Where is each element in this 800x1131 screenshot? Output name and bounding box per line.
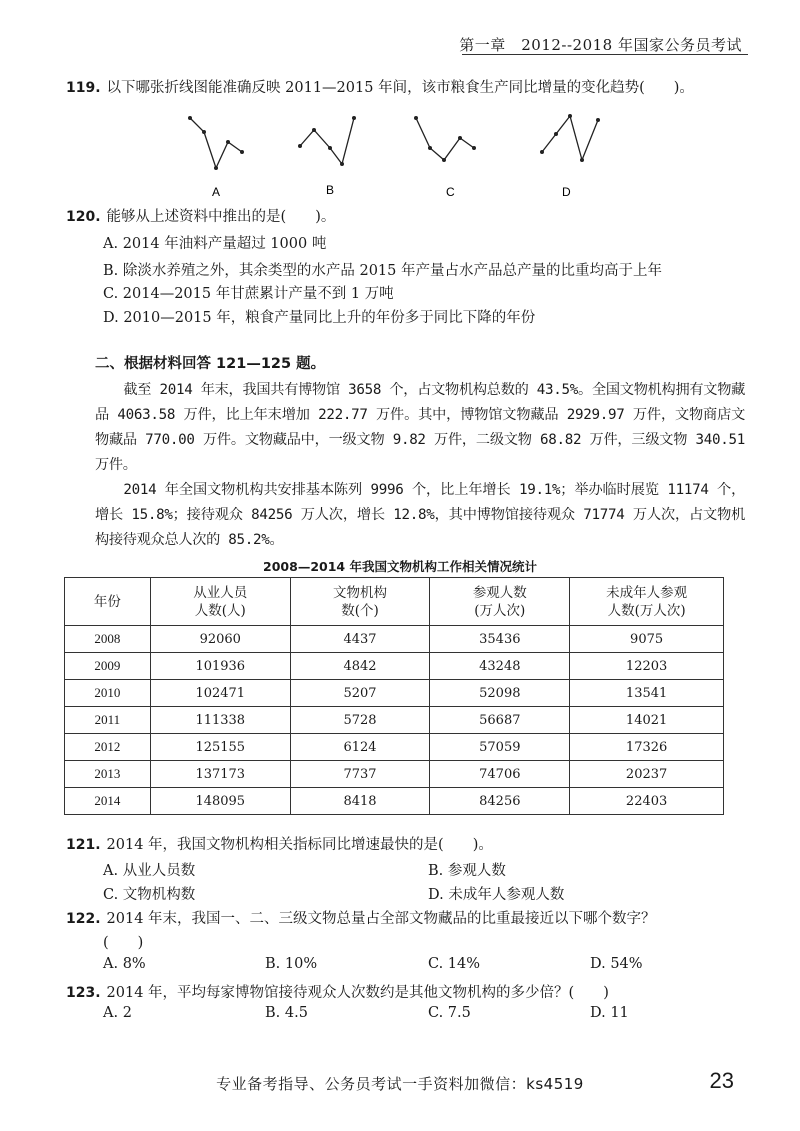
- header-staff-line2: 人数(人): [194, 602, 246, 619]
- choice-b-point: [328, 146, 332, 150]
- cell-staff: 137173: [150, 761, 290, 788]
- cell-year: 2008: [65, 626, 151, 653]
- choice-a-point: [240, 150, 244, 154]
- table-row: [65, 761, 724, 788]
- option-b[interactable]: B. 参观人数: [428, 863, 506, 879]
- cell-visitors: 74706: [430, 761, 570, 788]
- option-d[interactable]: D. 未成年人参观人数: [428, 887, 565, 903]
- choice-c-line-chart[interactable]: [414, 116, 476, 199]
- question-number: 119.: [66, 80, 101, 96]
- cell-year: 2009: [65, 653, 151, 680]
- question-number: 123.: [66, 985, 101, 1001]
- page-header: [0, 0, 800, 62]
- option-c[interactable]: C. 14%: [428, 956, 481, 972]
- option-a[interactable]: A. 2014 年油料产量超过 1000 吨: [103, 236, 327, 252]
- cell-minor-visitors: 20237: [570, 761, 724, 788]
- cell-year: 2014: [65, 788, 151, 815]
- question-123: [66, 981, 609, 1002]
- header-divider: [462, 54, 748, 55]
- cell-year: 2010: [65, 680, 151, 707]
- header-institutions-line2: 数(个): [341, 602, 379, 619]
- header-visitors-line2: (万人次): [474, 602, 526, 619]
- choice-d-point: [540, 150, 544, 154]
- table-header-row: [65, 578, 724, 626]
- cell-institutions: 8418: [290, 788, 430, 815]
- choice-d-label: D: [562, 185, 571, 199]
- choice-c-label: C: [446, 185, 455, 199]
- cell-minor-visitors: 12203: [570, 653, 724, 680]
- question-120: [66, 205, 335, 226]
- header-year: [65, 578, 151, 626]
- material-paragraph-2: 2014 年全国文物机构共安排基本陈列 9996 个，比上年增长 19.1%；举办临时展览 11174 个，增长 15.8%；接待观众 84256 万人次，增长 12.8%，其中博物馆接待观众 71774 万人次，占文物机构接待观众总人次的 85.2%。: [95, 482, 745, 548]
- choice-c-line: [416, 118, 474, 160]
- option-a[interactable]: A. 8%: [103, 956, 146, 972]
- section-title: 二、根据材料回答 121—125 题。: [95, 356, 326, 372]
- table-row: [65, 653, 724, 680]
- cell-minor-visitors: 13541: [570, 680, 724, 707]
- option-d[interactable]: D. 2010—2015 年，粮食产量同比上升的年份多于同比下降的年份: [103, 310, 536, 326]
- footer-promo-text: 专业备考指导、公务员考试一手资料加微信：ks4519: [216, 1075, 584, 1093]
- choice-d-line-chart[interactable]: [540, 114, 600, 199]
- question-119: [66, 76, 694, 97]
- option-c[interactable]: C. 2014—2015 年甘蔗累计产量不到 1 万吨: [103, 286, 394, 302]
- choice-a-point: [188, 116, 192, 120]
- cell-staff: 125155: [150, 734, 290, 761]
- cell-institutions: 4842: [290, 653, 430, 680]
- table-row: [65, 734, 724, 761]
- choice-b-point: [312, 128, 316, 132]
- choice-c-point: [442, 158, 446, 162]
- choice-d-point: [596, 118, 600, 122]
- cell-staff: 92060: [150, 626, 290, 653]
- question-number: 120.: [66, 209, 101, 225]
- cell-institutions: 5207: [290, 680, 430, 707]
- cell-minor-visitors: 22403: [570, 788, 724, 815]
- choice-b-point: [298, 144, 302, 148]
- header-year-text: 年份: [93, 593, 121, 610]
- answer-parentheses: ( ): [103, 935, 144, 951]
- option-a[interactable]: A. 从业人员数: [103, 863, 196, 879]
- cell-visitors: 56687: [430, 707, 570, 734]
- chapter-title: 第一章 2012--2018 年国家公务员考试: [459, 36, 742, 54]
- choice-d-line: [542, 116, 598, 160]
- header-minor-line1: 未成年人参观: [606, 584, 688, 601]
- cell-institutions: 7737: [290, 761, 430, 788]
- cell-staff: 111338: [150, 707, 290, 734]
- question-122: [66, 907, 656, 928]
- choice-b-line-chart[interactable]: [298, 116, 356, 197]
- choice-b-label: B: [326, 183, 335, 197]
- question-121: [66, 833, 493, 854]
- choice-c-point: [472, 146, 476, 150]
- material-paragraph-1: 截至 2014 年末，我国共有博物馆 3658 个，占文物机构总数的 43.5%。全国文物机构拥有文物藏品 4063.58 万件，比上年末增加 222.77 万件。其中，博物馆文物藏品 2929.97 万件，文物商店文物藏品 770.00 万件。文物藏品中，一级文物 9.82 万件，二级文物 68.82 万件，三级文物 340.51 万件。: [95, 382, 745, 473]
- header-staff: [150, 578, 290, 626]
- choice-b-line: [300, 118, 354, 164]
- table-row: [65, 680, 724, 707]
- choice-c-point: [428, 146, 432, 150]
- header-visitors-line1: 参观人数: [472, 584, 527, 601]
- choice-a-point: [202, 130, 206, 134]
- cell-institutions: 5728: [290, 707, 430, 734]
- header-minor-line2: 人数(万人次): [607, 602, 686, 619]
- question-text: 能够从上述资料中推出的是( )。: [106, 209, 336, 225]
- choice-c-point: [414, 116, 418, 120]
- choice-d-point: [580, 158, 584, 162]
- table-row: [65, 788, 724, 815]
- table-row: [65, 707, 724, 734]
- choice-c-point: [458, 136, 462, 140]
- question-number: 122.: [66, 911, 101, 927]
- table-row: [65, 626, 724, 653]
- question-text: 2014 年，我国文物机构相关指标同比增速最快的是( )。: [106, 837, 493, 853]
- statistics-table: [64, 577, 724, 815]
- choice-a-point: [214, 166, 218, 170]
- option-c[interactable]: C. 文物机构数: [103, 887, 196, 903]
- cell-staff: 101936: [150, 653, 290, 680]
- cell-minor-visitors: 17326: [570, 734, 724, 761]
- cell-visitors: 43248: [430, 653, 570, 680]
- cell-minor-visitors: 9075: [570, 626, 724, 653]
- choice-a-point: [226, 140, 230, 144]
- table-caption: 2008—2014 年我国文物机构工作相关情况统计: [263, 559, 537, 574]
- cell-visitors: 35436: [430, 626, 570, 653]
- header-institutions-line1: 文物机构: [333, 584, 388, 601]
- option-b[interactable]: B. 除淡水养殖之外，其余类型的水产品 2015 年产量占水产品总产量的比重均高于上年: [103, 263, 662, 279]
- cell-year: 2011: [65, 707, 151, 734]
- option-a[interactable]: A. 2: [103, 1005, 132, 1021]
- option-b[interactable]: B. 10%: [265, 956, 318, 972]
- question-text: 2014 年末，我国一、二、三级文物总量占全部文物藏品的比重最接近以下哪个数字？: [106, 911, 656, 927]
- cell-visitors: 57059: [430, 734, 570, 761]
- question-text: 2014 年，平均每家博物馆接待观众人次数约是其他文物机构的多少倍？( ): [106, 985, 609, 1001]
- cell-year: 2013: [65, 761, 151, 788]
- cell-staff: 102471: [150, 680, 290, 707]
- choice-a-label: A: [212, 185, 221, 199]
- choice-d-point: [568, 114, 572, 118]
- cell-staff: 148095: [150, 788, 290, 815]
- choice-b-point: [340, 162, 344, 166]
- choice-b-point: [352, 116, 356, 120]
- header-minor-visitors: [570, 578, 724, 626]
- question-text: 以下哪张折线图能准确反映 2011—2015 年间，该市粮食生产同比增量的变化趋势( )。: [106, 80, 694, 96]
- option-d[interactable]: D. 11: [590, 1005, 629, 1021]
- option-c[interactable]: C. 7.5: [428, 1005, 471, 1021]
- option-b[interactable]: B. 4.5: [265, 1005, 308, 1021]
- trend-line-choices: [180, 108, 620, 200]
- header-visitors: [430, 578, 570, 626]
- cell-visitors: 52098: [430, 680, 570, 707]
- header-staff-line1: 从业人员: [193, 584, 248, 601]
- choice-a-line: [190, 118, 242, 168]
- page-number: 23: [709, 1068, 734, 1093]
- cell-institutions: 4437: [290, 626, 430, 653]
- cell-institutions: 6124: [290, 734, 430, 761]
- choice-a-line-chart[interactable]: [188, 116, 244, 199]
- header-institutions: [290, 578, 430, 626]
- question-number: 121.: [66, 837, 101, 853]
- cell-minor-visitors: 14021: [570, 707, 724, 734]
- choice-d-point: [554, 132, 558, 136]
- cell-visitors: 84256: [430, 788, 570, 815]
- option-d[interactable]: D. 54%: [590, 956, 643, 972]
- cell-year: 2012: [65, 734, 151, 761]
